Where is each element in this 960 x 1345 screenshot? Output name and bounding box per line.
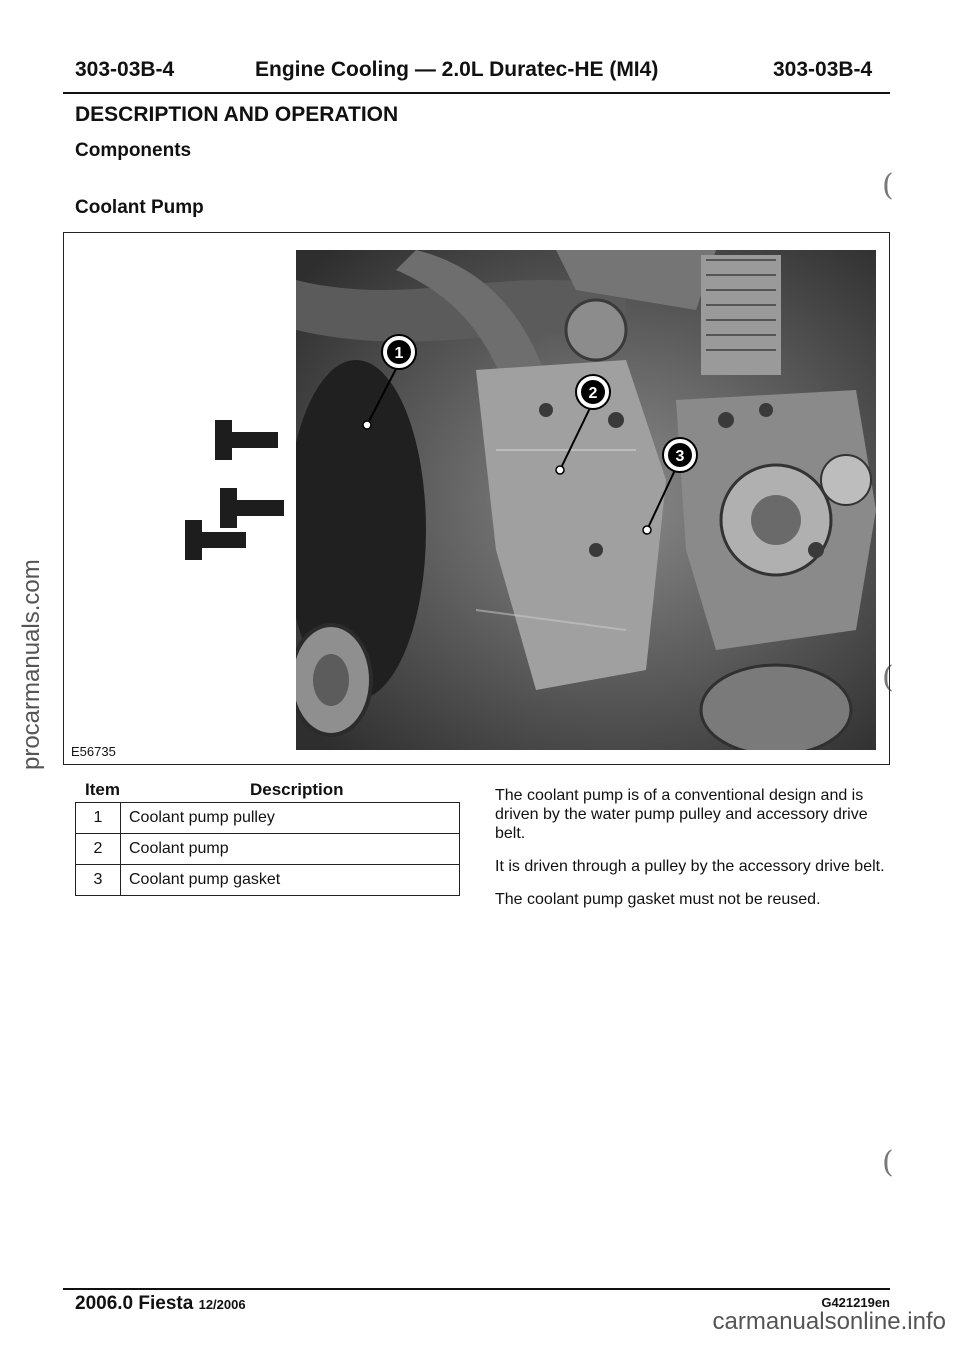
callout-3-label: 3 <box>675 448 685 465</box>
subheading: Components <box>75 140 192 161</box>
table-row <box>76 865 460 896</box>
belt-shape <box>701 255 781 375</box>
margin-mark: ( <box>882 168 894 203</box>
header-rule <box>63 92 890 94</box>
callout-2-label: 2 <box>588 385 598 402</box>
footer-rule <box>63 1288 890 1290</box>
header-left-code: 303-03B-4 <box>75 58 175 81</box>
callout-3 <box>663 438 697 472</box>
bolt-icon <box>215 420 278 460</box>
header-right-code: 303-03B-4 <box>773 58 873 81</box>
paragraph: The coolant pump is of a conventional design and is driven by the water pump pulley and accessory drive belt. <box>495 787 868 842</box>
footer-model <box>75 1293 246 1315</box>
table-header-item: Item <box>85 780 120 799</box>
item-number: 2 <box>76 834 121 865</box>
margin-mark: ( <box>882 1145 894 1180</box>
paragraph: It is driven through a pulley by the accessory drive belt. <box>495 858 885 875</box>
bottom-watermark: carmanualsonline.info <box>712 1308 946 1335</box>
item-description: Coolant pump pulley <box>121 803 460 834</box>
item-number: 3 <box>76 865 121 896</box>
footer-code: G421219en <box>821 1295 890 1310</box>
item-description: Coolant pump <box>121 834 460 865</box>
items-table <box>75 802 460 896</box>
component-title: Coolant Pump <box>75 197 204 218</box>
callout-1 <box>382 335 416 369</box>
paragraph: The coolant pump gasket must not be reused. <box>495 891 821 908</box>
item-number: 1 <box>76 803 121 834</box>
table-row <box>76 803 460 834</box>
callouts-layer <box>355 330 705 550</box>
header-title: Engine Cooling — 2.0L Duratec-HE (MI4) <box>255 58 659 81</box>
bolt-icon <box>220 488 284 528</box>
footer-model-name: 2006.0 Fiesta <box>75 1293 194 1314</box>
bolts-illustration <box>170 410 300 570</box>
figure-id: E56735 <box>71 744 116 759</box>
callout-2 <box>576 375 610 409</box>
table-header-description: Description <box>250 780 344 799</box>
section-title: DESCRIPTION AND OPERATION <box>75 103 399 126</box>
item-description: Coolant pump gasket <box>121 865 460 896</box>
description-text <box>495 786 895 923</box>
table-row <box>76 834 460 865</box>
side-watermark: procarmanuals.com <box>18 559 45 770</box>
margin-mark: ( <box>882 660 894 695</box>
footer-date: 12/2006 <box>198 1297 246 1312</box>
callout-1-label: 1 <box>394 345 404 362</box>
